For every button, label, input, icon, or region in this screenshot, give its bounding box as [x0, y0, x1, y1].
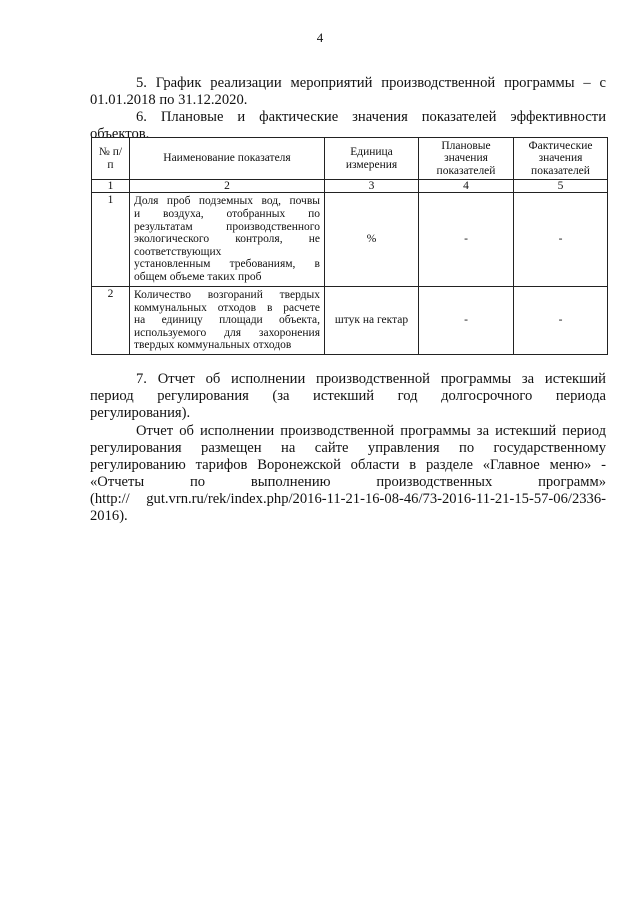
row-name-line: Доля проб подземных вод, почвы [134, 195, 320, 208]
row-name-line: общем объеме таких проб [134, 270, 262, 283]
row-num: 1 [92, 193, 130, 287]
header-plan: Плановые значения показателей [419, 138, 514, 180]
report-line-6: 2016). [90, 508, 128, 524]
table-header-row [92, 138, 608, 180]
section-7-line-2: период регулирования (за истекший год долгосрочного периода [90, 388, 606, 404]
indicators-table [91, 137, 608, 355]
report-line-1: Отчет об исполнении производственной программы за истекший период [136, 423, 606, 439]
header-name: Наименование показателя [130, 138, 325, 180]
row-name-line: установленным требованиям, в [134, 258, 320, 271]
table-row [92, 287, 608, 355]
row-name-line: на единицу площади объекта, [134, 314, 320, 327]
header-fact: Фактические значения показателей [514, 138, 608, 180]
section-6-line-1: 6. Плановые и фактические значения показателей эффективности [136, 109, 606, 125]
report-paragraph [90, 423, 606, 525]
column-number: 1 [92, 180, 130, 193]
section-6-line-2: объектов. [90, 126, 150, 142]
row-name [130, 287, 325, 355]
column-number: 4 [419, 180, 514, 193]
row-fact: - [514, 287, 608, 355]
report-line-2: регулирования размещен на сайте управления по государственному [90, 440, 606, 456]
row-name-line: соответствующих [134, 245, 222, 258]
row-name-line: экологического контроля, не [134, 233, 320, 246]
row-name-line: результатам производственного [134, 220, 320, 233]
section-7-paragraph [90, 371, 606, 422]
row-name-line: твердых коммунальных отходов [134, 339, 292, 352]
column-number-row [92, 180, 608, 193]
column-number: 3 [325, 180, 419, 193]
row-fact: - [514, 193, 608, 287]
row-name-line: Количество возгораний твердых [134, 289, 320, 302]
page-number: 4 [316, 30, 324, 45]
report-link-line: (http:// gut.vrn.ru/rek/index.php/2016-11-21-16-08-46/73-2016-11-21-15-57-06/2336- [90, 491, 606, 507]
row-plan: - [419, 287, 514, 355]
section-5-line-2: 01.01.2018 по 31.12.2020. [90, 92, 248, 108]
header-num: № п/п [92, 138, 130, 180]
table-row [92, 193, 608, 287]
row-name-line: коммунальных отходов в расчете [134, 301, 320, 314]
section-7-line-1: 7. Отчет об исполнении производственной программы за истекший [136, 371, 606, 387]
row-name [130, 193, 325, 287]
column-number: 2 [130, 180, 325, 193]
report-line-3: регулированию тарифов Воронежской области в разделе «Главное меню» - [90, 457, 606, 473]
header-unit: Единица измерения [325, 138, 419, 180]
row-plan: - [419, 193, 514, 287]
row-num: 2 [92, 287, 130, 355]
row-name-line: используемого для захоронения [134, 326, 320, 339]
row-unit: штук на гектар [325, 287, 419, 355]
row-name-line: и воздуха, отобранных по [134, 208, 320, 221]
column-number: 5 [514, 180, 608, 193]
section-7-line-3: регулирования). [90, 405, 191, 421]
row-unit: % [325, 193, 419, 287]
section-5-paragraph [90, 75, 606, 109]
section-5-line-1: 5. График реализации мероприятий производственной программы – с [136, 75, 606, 91]
report-line-4: «Отчеты по выполнению производственных программ» [90, 474, 606, 490]
